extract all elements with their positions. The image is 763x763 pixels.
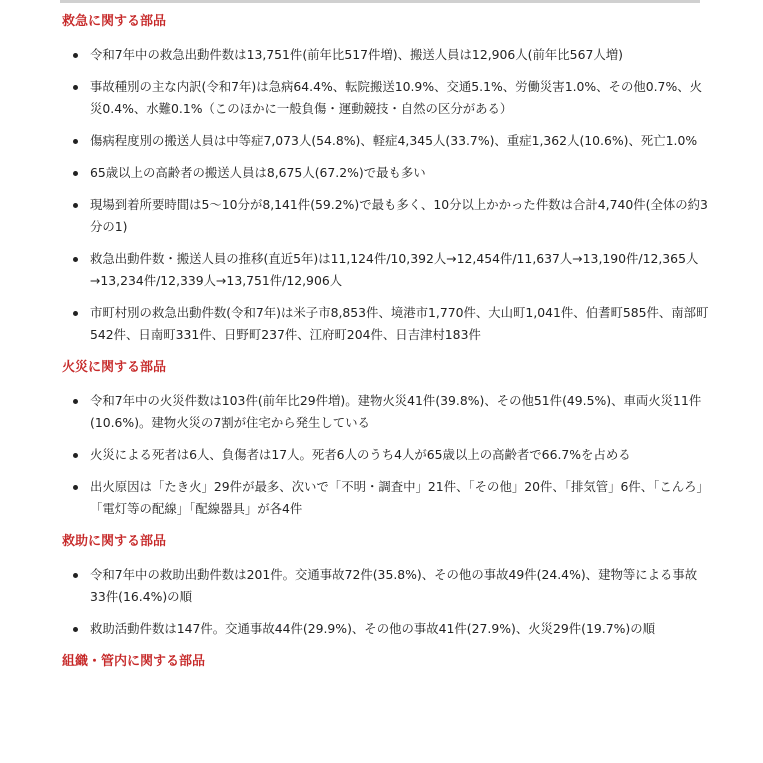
- bullet-list-emergency: [62, 44, 712, 346]
- list-item: 救急出動件数・搬送人員の推移(直近5年)は11,124件/10,392人→12,454件/11,637人→13,190件/12,365人→13,234件/12,339人→13,751件/12,906人: [62, 248, 712, 292]
- section-heading-fire: 火災に関する部品: [62, 360, 167, 375]
- list-item: 令和7年中の火災件数は103件(前年比29件増)。建物火災41件(39.8%)、その他51件(49.5%)、車両火災11件(10.6%)。建物火災の7割が住宅から発生している: [62, 390, 712, 434]
- section-fire: [62, 356, 712, 520]
- list-item: 現場到着所要時間は5～10分が8,141件(59.2%)で最も多く、10分以上かかった件数は合計4,740件(全体の約3分の1): [62, 194, 712, 238]
- section-heading-emergency: 救急に関する部品: [62, 14, 167, 29]
- list-item: 令和7年中の救助出動件数は201件。交通事故72件(35.8%)、その他の事故49件(24.4%)、建物等による事故33件(16.4%)の順: [62, 564, 712, 608]
- section-organization: [62, 650, 712, 674]
- section-rescue: [62, 530, 712, 640]
- top-edge-strip: [60, 0, 700, 3]
- list-item: 令和7年中の救急出動件数は13,751件(前年比517件増)、搬送人員は12,906人(前年比567人増): [62, 44, 712, 66]
- list-item: 救助活動件数は147件。交通事故44件(29.9%)、その他の事故41件(27.9%)、火災29件(19.7%)の順: [62, 618, 712, 640]
- document-body: [62, 10, 712, 674]
- section-heading-rescue: 救助に関する部品: [62, 534, 167, 549]
- list-item: 火災による死者は6人、負傷者は17人。死者6人のうち4人が65歳以上の高齢者で66.7%を占める: [62, 444, 712, 466]
- list-item: 65歳以上の高齢者の搬送人員は8,675人(67.2%)で最も多い: [62, 162, 712, 184]
- list-item: 事故種別の主な内訳(令和7年)は急病64.4%、転院搬送10.9%、交通5.1%、労働災害1.0%、その他0.7%、火災0.4%、水難0.1%（このほかに一般負傷・運動競技・自然の区分がある）: [62, 76, 712, 120]
- list-item: 出火原因は「たき火」29件が最多、次いで「不明・調査中」21件、「その他」20件、「排気管」6件、「こんろ」「電灯等の配線」「配線器具」が各4件: [62, 476, 712, 520]
- bullet-list-fire: [62, 390, 712, 520]
- list-item: 傷病程度別の搬送人員は中等症7,073人(54.8%)、軽症4,345人(33.7%)、重症1,362人(10.6%)、死亡1.0%: [62, 130, 712, 152]
- section-emergency: [62, 10, 712, 346]
- section-heading-organization: 組織・管内に関する部品: [62, 654, 206, 669]
- list-item: 市町村別の救急出動件数(令和7年)は米子市8,853件、境港市1,770件、大山町1,041件、伯耆町585件、南部町542件、日南町331件、日野町237件、江府町204件、日吉津村183件: [62, 302, 712, 346]
- bullet-list-rescue: [62, 564, 712, 640]
